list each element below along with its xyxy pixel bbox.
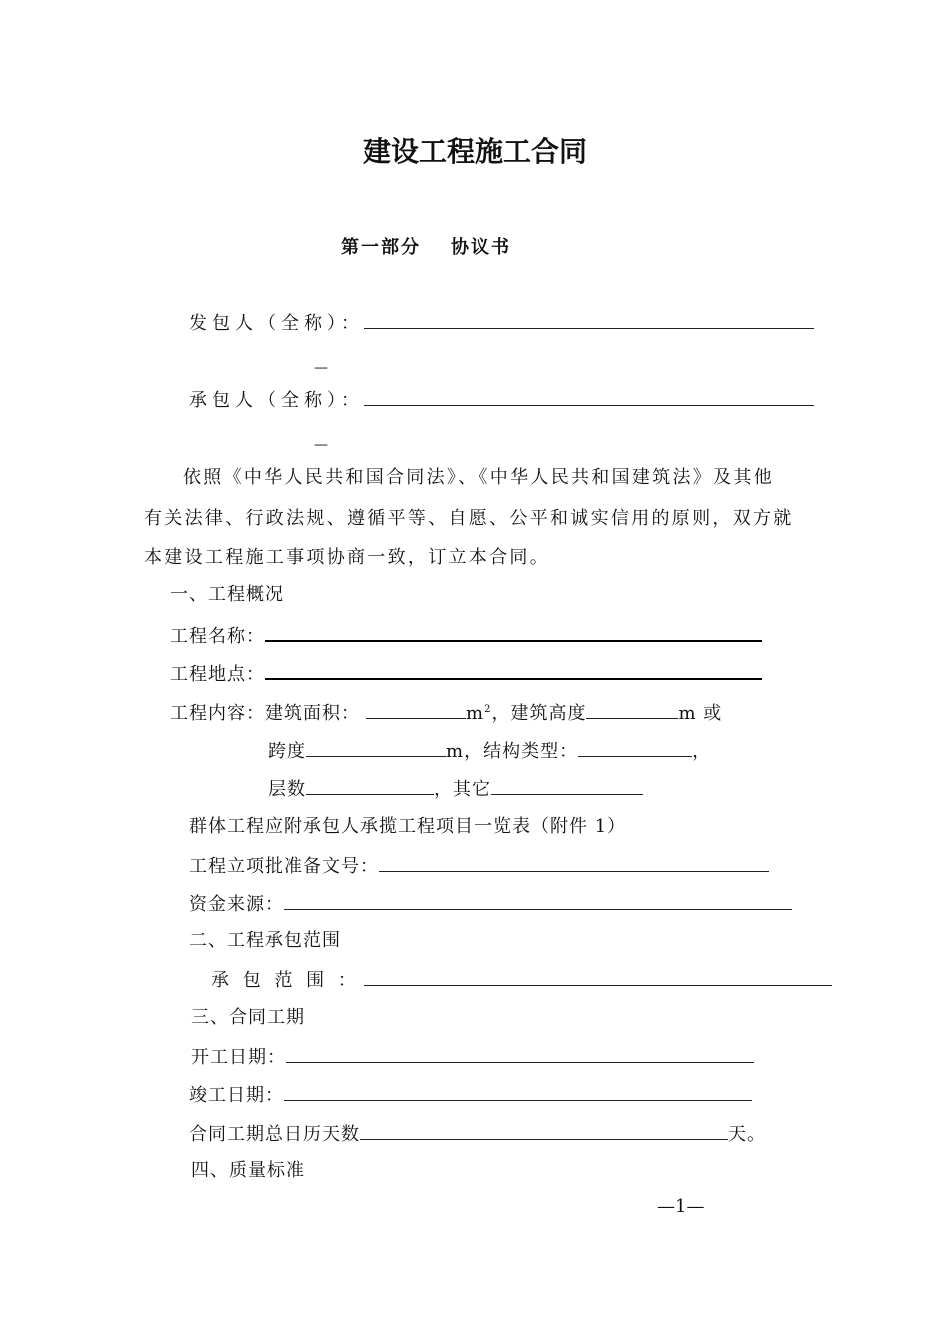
span-field[interactable] [306, 738, 446, 757]
project-name-field[interactable] [265, 622, 762, 642]
scope-label: 承 包 范 围 ： [211, 970, 360, 991]
height-label: ，建筑高度 [491, 703, 587, 724]
total-days-field[interactable] [360, 1121, 728, 1140]
section-3-heading: 三、合同工期 [191, 1007, 305, 1028]
part-label: 第一部分 [341, 237, 421, 258]
scope-row [211, 967, 832, 993]
start-date-field[interactable] [286, 1044, 754, 1063]
scope-field[interactable] [364, 967, 832, 986]
total-days-row [189, 1121, 766, 1147]
others-label: ，其它 [434, 779, 491, 800]
document-title: 建设工程施工合同 [362, 135, 587, 168]
preamble-line-2: 有关法律、行政法规、遵循平等、自愿、公平和诚实信用的原则，双方就 [144, 508, 794, 529]
project-content-row [170, 700, 722, 726]
height-unit: m 或 [678, 703, 723, 724]
party-a-label: 发包人（全称）： [189, 313, 364, 334]
section-2-heading: 二、工程承包范围 [189, 930, 341, 951]
project-location-field[interactable] [265, 660, 762, 680]
approval-field[interactable] [379, 853, 769, 872]
party-b-row [189, 387, 814, 413]
project-name-row [170, 622, 762, 649]
start-date-row [191, 1044, 754, 1070]
project-location-label: 工程地点： [170, 664, 265, 685]
area-field[interactable] [366, 700, 466, 719]
page-number: —1— [657, 1196, 705, 1217]
height-field[interactable] [586, 700, 678, 719]
total-days-label: 合同工期总日历天数 [189, 1124, 360, 1145]
party-a-row [189, 310, 814, 336]
group-note: 群体工程应附承包人承揽工程项目一览表（附件 1） [189, 816, 627, 837]
start-date-label: 开工日期： [191, 1047, 286, 1068]
section-4-heading: 四、质量标准 [191, 1160, 305, 1181]
section-1-heading: 一、工程概况 [170, 584, 284, 605]
party-b-continuation: — [314, 437, 328, 453]
approval-row [189, 853, 769, 879]
floors-row [268, 776, 643, 802]
others-field[interactable] [491, 776, 643, 795]
floors-label: 层数 [268, 779, 306, 800]
project-location-row [170, 660, 762, 687]
project-name-label: 工程名称： [170, 626, 265, 647]
span-row [268, 738, 711, 764]
preamble-line-1: 依照《中华人民共和国合同法》、《中华人民共和国建筑法》及其他 [183, 467, 774, 488]
structure-type-field[interactable] [578, 738, 692, 757]
total-days-unit: 天。 [728, 1124, 766, 1145]
end-date-field[interactable] [284, 1082, 752, 1101]
end-date-row [189, 1082, 752, 1108]
span-end: ， [692, 741, 712, 762]
end-date-label: 竣工日期： [189, 1085, 284, 1106]
funding-label: 资金来源： [189, 894, 284, 915]
party-a-continuation: — [314, 360, 328, 376]
party-a-field[interactable] [364, 310, 814, 329]
floors-field[interactable] [306, 776, 434, 795]
funding-field[interactable] [284, 891, 792, 910]
part-heading [341, 233, 511, 259]
funding-row [189, 891, 792, 917]
area-label: 建筑面积： [265, 703, 360, 724]
span-label: 跨度 [268, 741, 306, 762]
approval-label: 工程立项批准备文号： [189, 856, 379, 877]
area-unit-superscript: 2 [484, 704, 492, 715]
project-content-label: 工程内容： [170, 703, 265, 724]
span-unit: m，结构类型： [446, 741, 579, 762]
area-unit: m [466, 703, 485, 724]
preamble-line-3: 本建设工程施工事项协商一致，订立本合同。 [144, 547, 550, 568]
part-name: 协议书 [451, 237, 511, 258]
party-b-label: 承包人（全称）： [189, 390, 364, 411]
party-b-field[interactable] [364, 387, 814, 406]
